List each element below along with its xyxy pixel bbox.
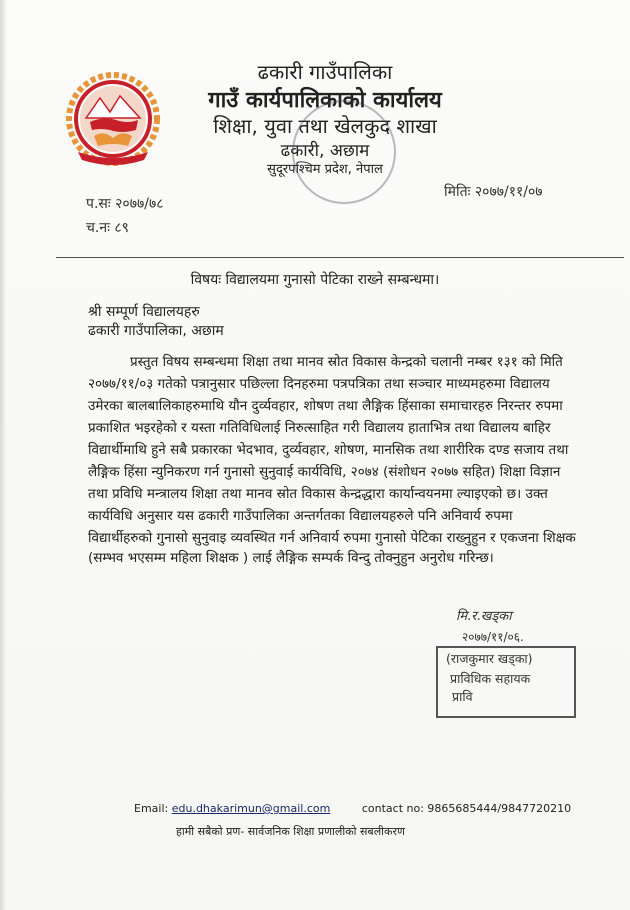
letter-date: मितिः २०७७/११/०७ bbox=[444, 184, 543, 200]
signatory-role: प्राविधिक सहायक bbox=[450, 671, 531, 686]
signatory-name: (राजकुमार खड्का) bbox=[446, 651, 533, 666]
footer-slogan: हामी सबैको प्रण- सार्वजनिक शिक्षा प्रणालीको सबलीकरण bbox=[176, 825, 405, 838]
section-name: शिक्षा, युवा तथा खेलकुद शाखा bbox=[213, 114, 437, 138]
chalani-number: च.नः ८९ bbox=[86, 220, 129, 236]
signatory-role-short: प्रावि bbox=[452, 689, 473, 704]
province-name: सुदूरपश्चिम प्रदेश, नेपाल bbox=[267, 162, 383, 177]
government-emblem-logo bbox=[64, 72, 162, 166]
body-line: विद्यार्थीहरुको गुनासो सुनुवाइ व्यवस्थित गर्न अनिवार्य रुपमा गुनासो पेटिका राख्नुहुन र एकजना शिक्षक bbox=[88, 530, 576, 546]
office-round-stamp bbox=[292, 100, 396, 204]
scan-edge bbox=[0, 0, 6, 910]
body-line: कार्यविधि अनुसार यस ढकारी गाउँपालिका अन्तर्गतका विद्यालयहरुले पनि अनिवार्य रुपमा bbox=[88, 508, 513, 524]
addressee-line-2: ढकारी गाउँपालिका, अछाम bbox=[88, 323, 224, 339]
body-line: तथा प्रविधि मन्त्रालय शिक्षा तथा मानव स्रोत विकास केन्द्रद्धारा कार्यान्वयनमा ल्याइएको छ। उक्त bbox=[88, 486, 548, 502]
addressee-line-1: श्री सम्पूर्ण विद्यालयहरु bbox=[88, 304, 200, 320]
body-line: उमेरका बालबालिकाहरुमाथि यौन दुर्व्यवहार, शोषण तथा लैङ्गिक हिंसाका समाचारहरु निरन्तर रुपमा bbox=[88, 398, 563, 414]
body-line: २०७७/११/०३ गतेको पत्रानुसार पछिल्ला दिनहरुमा पत्रपत्रिका तथा सञ्चार माध्यमहरुमा विद्यालय bbox=[88, 376, 550, 392]
contact-number: 9865685444/9847720210 bbox=[427, 802, 572, 815]
contact-label: contact no: bbox=[361, 802, 424, 815]
office-name: गाउँ कार्यपालिकाको कार्यालय bbox=[208, 88, 442, 113]
header-divider bbox=[56, 257, 624, 258]
body-line: विद्यार्थीमाथि हुने सबै प्रकारका भेदभाव, दुर्व्यवहार, शोषण, मानसिक तथा शारीरिक दण्ड सजाय तथा bbox=[88, 442, 569, 458]
handwritten-signature: मि.र.खड्का bbox=[456, 609, 512, 624]
footer-contact bbox=[134, 802, 571, 815]
body-line: (सम्भव भएसम्म महिला शिक्षक ) लाई लैङ्गिक सम्पर्क विन्दु तोक्नुहुन अनुरोध गरिन्छ। bbox=[88, 550, 494, 566]
body-line: प्रस्तुत विषय सम्बन्धमा शिक्षा तथा मानव स्रोत विकास केन्द्रको चलानी नम्बर १३१ को मिति bbox=[130, 354, 563, 370]
office-location: ढकारी, अछाम bbox=[280, 141, 370, 161]
email-link[interactable]: edu.dhakarimun@gmail.com bbox=[171, 802, 331, 815]
patra-sankhya: प.सः २०७७/७८ bbox=[86, 196, 164, 212]
body-line: प्रकाशित भइरहेको र यस्ता गतिविधिलाई निरुत्साहित गरी विद्यालय हाताभित्र तथा विद्यालय बाहिर bbox=[88, 420, 551, 436]
email-label: Email: bbox=[134, 802, 169, 815]
body-line: लैङ्गिक हिंसा न्युनिकरण गर्न गुनासो सुनुवाई कार्यविधि, २०७४ (संशोधन २०७७ सहित) शिक्षा विज्ञान bbox=[88, 464, 561, 480]
municipality-name: ढकारी गाउँपालिका bbox=[257, 60, 393, 84]
signature-date: २०७७/११/०६. bbox=[462, 630, 524, 644]
letter-subject: विषयः विद्यालयमा गुनासो पेटिका राख्ने सम्बन्धमा। bbox=[190, 272, 440, 288]
